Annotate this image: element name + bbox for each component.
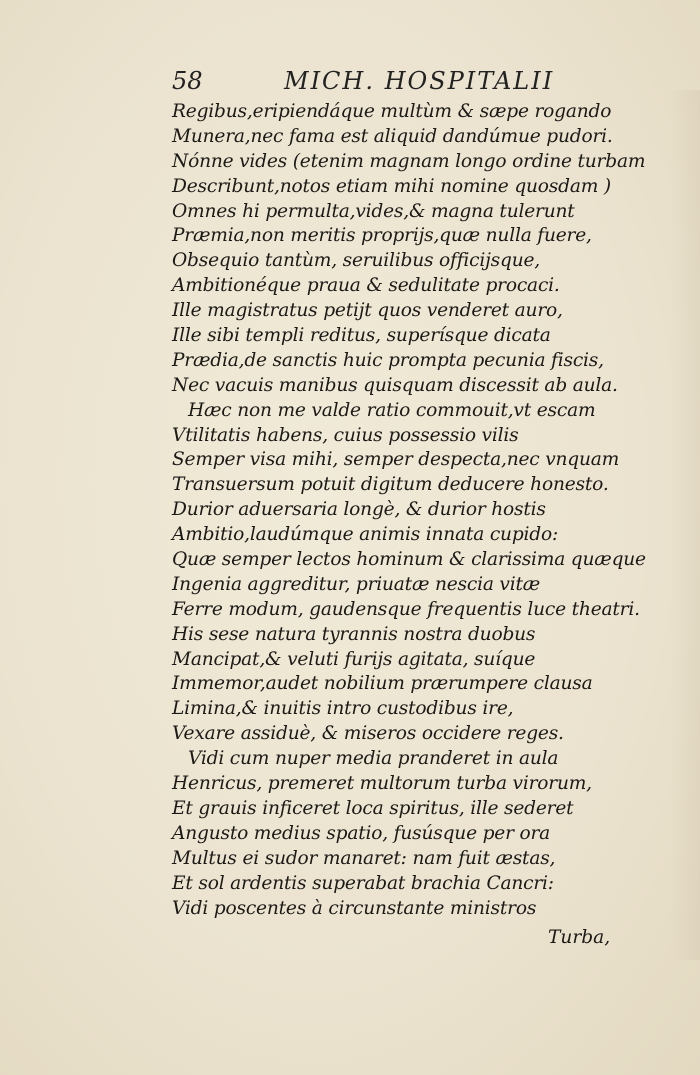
verse-line: Multus ei sudor manaret: nam fuit æstas, xyxy=(172,847,556,869)
verse-line: Prædia,de sanctis huic prompta pecunia fiscis, xyxy=(172,349,604,371)
verse-line: Omnes hi permulta,vides,& magna tulerunt xyxy=(172,200,575,222)
verse-line: Vidi poscentes à circunstante ministros xyxy=(172,897,537,919)
verse-line: Ferre modum, gaudensque frequentis luce theatri. xyxy=(172,598,640,620)
verse-line: Angusto medius spatio, fusúsque per ora xyxy=(172,822,551,844)
verse-line: Immemor,audet nobilium prærumpere clausa xyxy=(172,673,593,695)
verse-line: Regibus,eripiendáque multùm & sæpe rogando xyxy=(172,101,612,122)
verse-line: Ambitionéque praua & sedulitate procaci. xyxy=(172,275,560,297)
verse-line: Præmia,non meritis proprijs,quæ nulla fuere, xyxy=(172,225,592,247)
verse-line: Obsequio tantùm, seruilibus officijsque, xyxy=(172,250,540,272)
facing-page-bleed xyxy=(670,90,700,960)
verse-line: Et sol ardentis superabat brachia Cancri: xyxy=(172,872,554,894)
verse-line: Limina,& inuitis intro custodibus ire, xyxy=(172,698,514,720)
page-header xyxy=(172,64,572,98)
verse-line: Durior aduersaria longè, & durior hostis xyxy=(172,499,546,521)
verse-line: Vtilitatis habens, cuius possessio vilis xyxy=(172,424,519,446)
verse-line: Ille magistratus petijt quos venderet auro, xyxy=(172,300,563,322)
verse-line: Ambitio,laudúmque animis innata cupido: xyxy=(172,524,559,546)
verse-line: Ille sibi templi reditus, superísque dicata xyxy=(172,325,551,347)
verse-line: Nec vacuis manibus quisquam discessit ab aula. xyxy=(172,374,618,396)
verse-line: Munera,nec fama est aliquid dandúmue pudori. xyxy=(172,125,613,147)
page-number: 58 xyxy=(172,67,203,95)
verse-line: Describunt,notos etiam mihi nomine quosdam ) xyxy=(172,175,611,197)
verse-line: Hæc non me valde ratio commouit,vt escam xyxy=(188,399,596,421)
verse-line: Quæ semper lectos hominum & clarissima quæque xyxy=(172,549,646,571)
verse-line: Henricus, premeret multorum turba virorum, xyxy=(172,773,592,795)
verse-line: His sese natura tyrannis nostra duobus xyxy=(172,623,536,645)
verse-line: Vexare assiduè, & miseros occidere reges. xyxy=(172,723,564,745)
verse-text xyxy=(172,100,646,921)
verse-line: Nónne vides (etenim magnam longo ordine turbam xyxy=(172,150,646,172)
running-head: MICH. HOSPITALII xyxy=(284,67,555,95)
verse-line: Vidi cum nuper media pranderet in aula xyxy=(188,748,559,770)
verse-line: Mancipat,& veluti furijs agitata, suíque xyxy=(172,648,536,670)
verse-line: Transuersum potuit digitum deducere honesto. xyxy=(172,474,609,496)
verse-line: Semper visa mihi, semper despecta,nec vnquam xyxy=(172,449,620,471)
catchword: Turba, xyxy=(548,927,611,948)
verse-line: Et grauis inficeret loca spiritus, ille sederet xyxy=(172,797,574,819)
verse-line: Ingenia aggreditur, priuatæ nescia vitæ xyxy=(172,573,541,595)
